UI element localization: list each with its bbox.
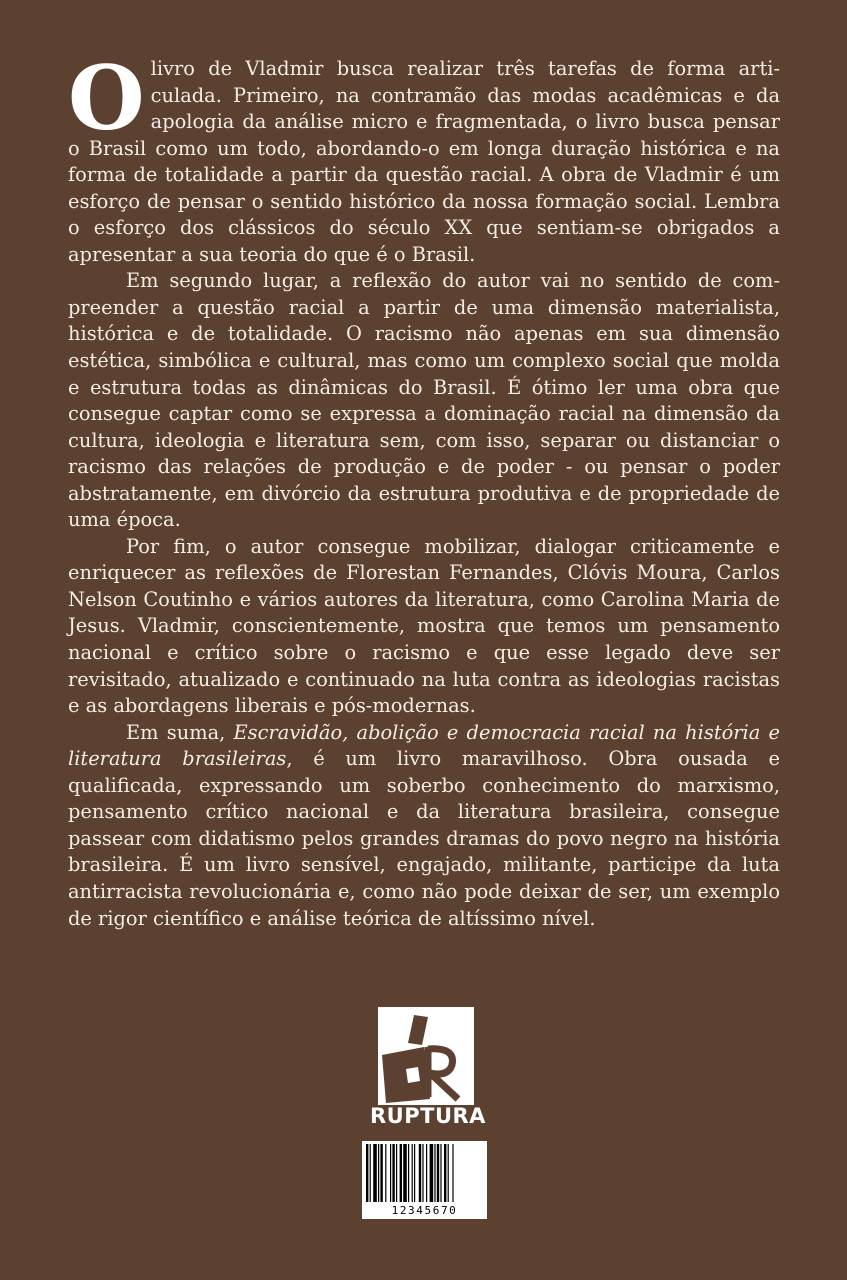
book-title: Escravidão, abolição e democracia racial na história e literatura brasileiras [68, 720, 781, 771]
paragraph-1 [68, 46, 780, 268]
drop-cap: O [68, 46, 145, 150]
paragraph-4 [68, 720, 780, 932]
barcode-bars [366, 1144, 483, 1202]
paragraph-4-start: Em suma, [126, 720, 234, 744]
paragraph-1-text: livro de Vladmir busca realizar três tarefas de forma articulada. Primeiro, na contramão das modas acadêmicas e da apologia da análise micro e fragmentada, o livro busca pensar o Brasil como um todo, abordando-o em longa duração histórica e na forma de totalidade a partir da questão racial. A obra de Vladmir é um esforço de pensar o sentido histórico da nossa formação social. Lembra o esforço dos clássicos do século XX que sentiam-se obrigados a apresentar a sua teoria do que é o Brasil. [68, 57, 780, 266]
ruptura-logo-icon [378, 1007, 474, 1105]
ruptura-logo-graphic [378, 1007, 474, 1105]
publisher-name: RUPTURA [370, 1104, 486, 1128]
barcode [362, 1141, 487, 1219]
back-cover-text [68, 46, 781, 932]
paragraph-4-rest: , é um livro maravilhoso. Obra ousada e qualificada, expressando um soberbo conhecimento do marxismo, pensamento crítico nacional e da literatura brasileira, consegue passear com didatismo pelos grandes dramas do povo negro na história brasileira. É um livro sensível, engajado, militante, participe da luta antirracista revolucionária e, como não pode deixar de ser, um exemplo de rigor científico e análise teórica de altíssimo nível. [68, 747, 780, 930]
barcode-number: 12345670 [391, 1204, 458, 1217]
paragraph-2: Em segundo lugar, a reflexão do autor vai no sentido de compreender a questão racial a partir de uma dimensão materialista, histórica e de totalidade. O racismo não apenas em sua dimensão estética, simbólica e cultural, mas como um complexo social que molda e estrutura todas as dinâmicas do Brasil. É ótimo ler uma obra que consegue captar como se expressa a dominação racial na dimensão da cultura, ideologia e literatura sem, com isso, separar ou distanciar o racismo das relações de produção e de poder - ou pensar o poder abstratamente, em divórcio da estrutura produtiva e de propriedade de uma época. [68, 269, 780, 532]
paragraph-3: Por fim, o autor consegue mobilizar, dialogar criticamente e enriquecer as reflexões de Florestan Fernandes, Clóvis Moura, Carlos Nelson Coutinho e vários autores da literatura, como Carolina Maria de Jesus. Vladmir, conscientemente, mostra que temos um pensamento nacional e crítico sobre o racismo e que esse legado deve ser revisitado, atualizado e continuado na luta contra as ideologias racistas e as abordagens liberais e pós-modernas. [68, 534, 780, 718]
